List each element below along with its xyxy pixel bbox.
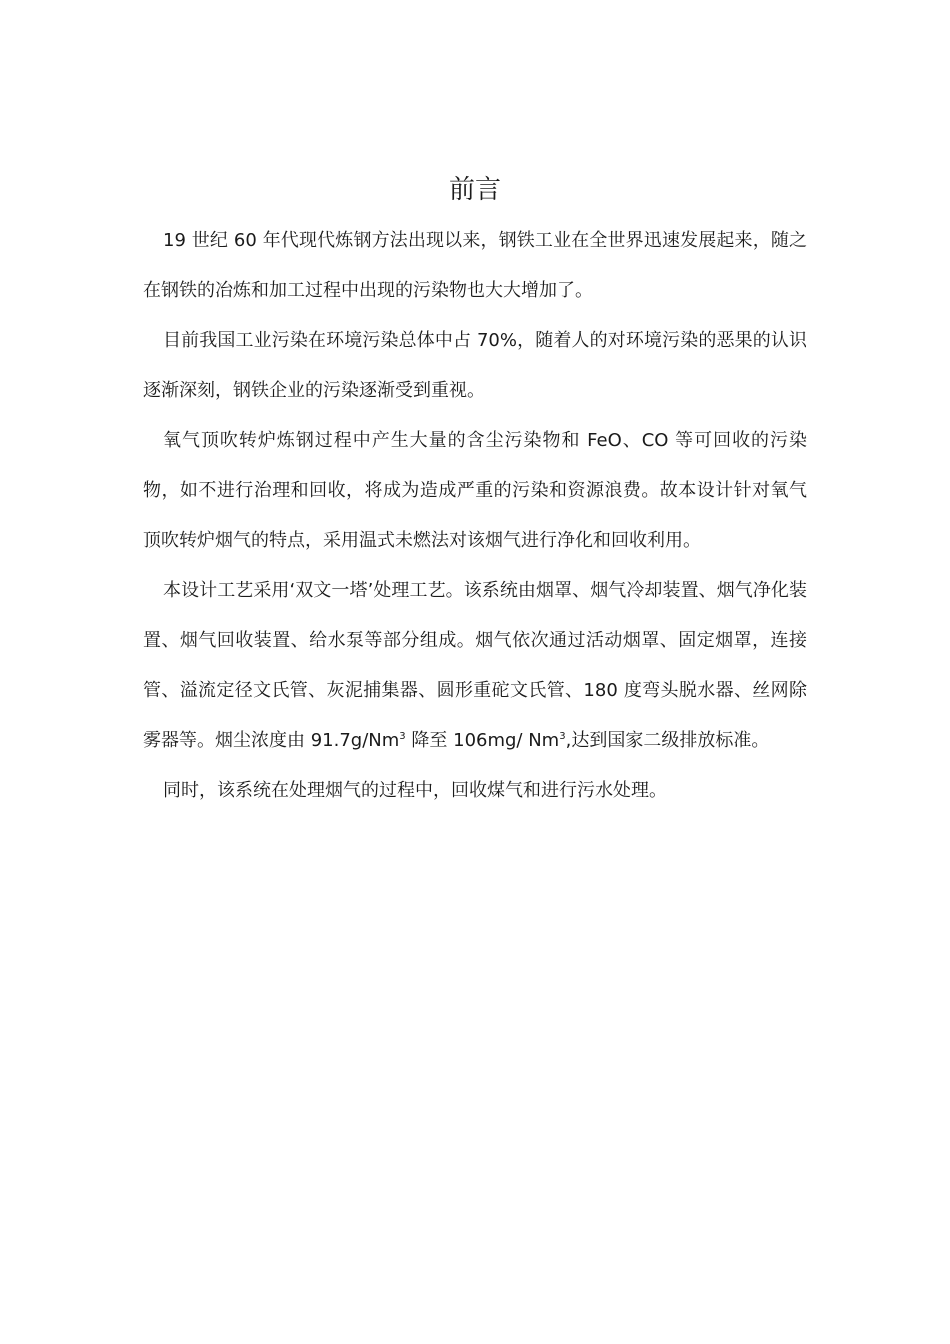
paragraph-4-part-1: 本设计工艺采用‘双文一塔’处理工艺。该系统由烟罩、烟气冷却装置、烟气净化装置、烟气回收装置、给水泵等部分组成。烟气依次通过活动烟罩、固定烟罩，连接管、溢流定径文氏管、灰泥捕集器、圆形重砣文氏管、180 度弯头脱水器、丝网除雾器等。烟尘浓度由 91.7g/Nm [143,580,807,751]
paragraph-4-part-2: 降至 106mg/ Nm [405,730,560,751]
document-body [143,216,807,816]
superscript-2: 3 [559,731,566,742]
page-title: 前言 [448,175,501,205]
paragraph-4 [143,566,807,766]
paragraph-3: 氧气顶吹转炉炼钢过程中产生大量的含尘污染物和 FeO、CO 等可回收的污染物，如不进行治理和回收，将成为造成严重的污染和资源浪费。故本设计针对氧气顶吹转炉烟气的特点，采用温式未燃法对该烟气进行净化和回收利用。 [143,430,807,551]
paragraph-2: 目前我国工业污染在环境污染总体中占 70%，随着人的对环境污染的恶果的认识逐渐深刻，钢铁企业的污染逐渐受到重视。 [143,330,807,401]
paragraph-4-part-3: ,达到国家二级排放标准。 [565,730,770,751]
paragraph-1: 19 世纪 60 年代现代炼钢方法出现以来，钢铁工业在全世界迅速发展起来，随之在钢铁的冶炼和加工过程中出现的污染物也大大增加了。 [143,230,807,301]
paragraph-5: 同时，该系统在处理烟气的过程中，回收煤气和进行污水处理。 [163,780,667,801]
superscript-1: 3 [399,731,406,742]
